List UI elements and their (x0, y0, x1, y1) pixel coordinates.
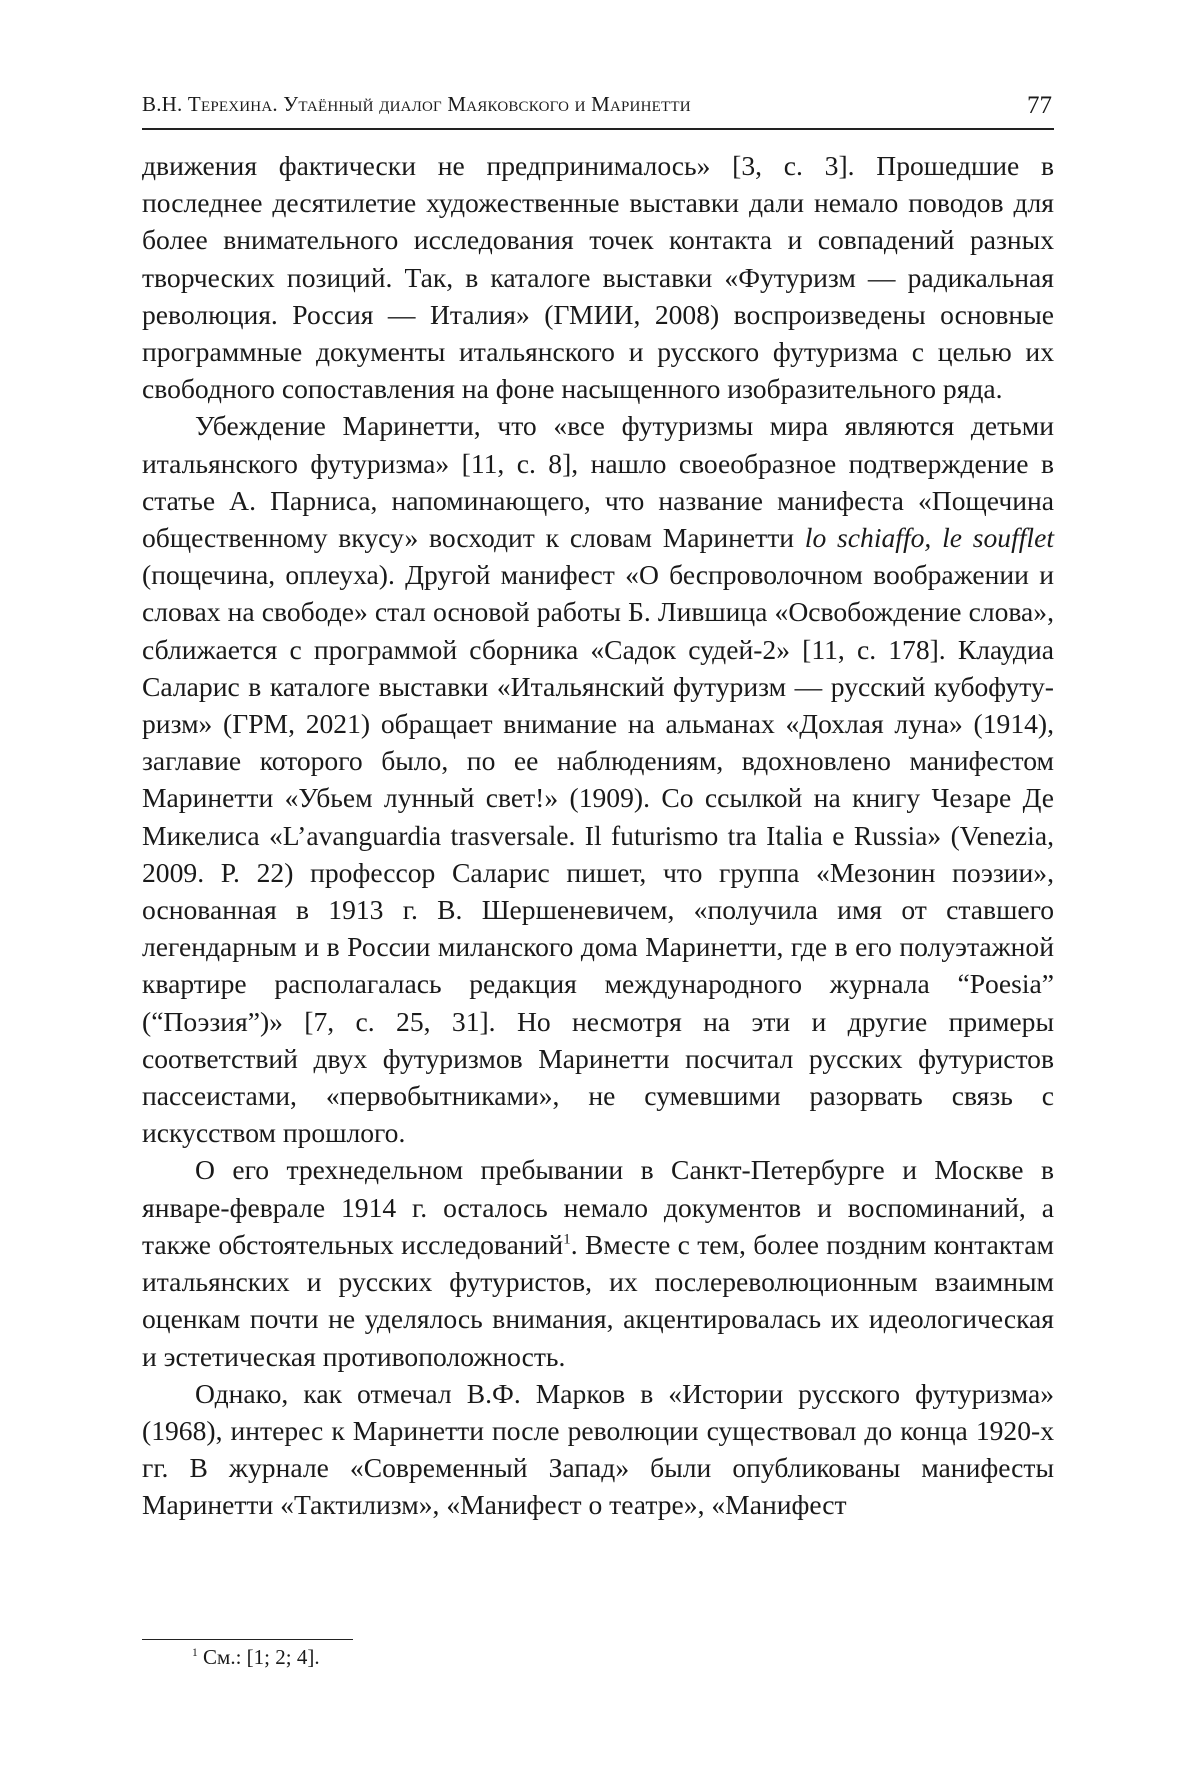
running-head: В.Н. Терехина. Утаённый диалог Маяковского и Маринетти (142, 92, 691, 116)
text-run: О его трехнедельном пребывании в Санкт-Петербурге и Москве в январе-феврале 1914 г. осталось немало документов и воспоминаний, а также обстоятельных исследований (142, 1154, 1054, 1260)
text-run: Убеждение Маринетти, что «все футуризмы мира являются детьми итальянского футуризма» [11, с. 8], нашло своеобразное подтверждение в статье А. Парниса, напоминающего, что название манифеста «Пощечина общественному вкусу» восходит к словам Маринетти (142, 410, 1054, 554)
paragraph (142, 1151, 1054, 1374)
page-number: 77 (1027, 92, 1052, 119)
text-run: движения фактически не предпринималось» [3, с. 3]. Прошедшие в последнее десятилетие художественные выставки дали немало поводов для более внимательного исследования точек контакта и совпадений разных творческих позиций. Так, в каталоге выставки «Футуризм — радикальная революция. Россия — Италия» (ГМИИ, 2008) воспроизведены основные программные документы итальянского и русского футуризма с целью их свободного сопоставления на фоне насыщенного изобразительного ряда. (142, 150, 1054, 405)
running-header (142, 86, 1054, 130)
italic-text: lo schiaffo, le soufflet (804, 522, 1055, 554)
footnote-ref: 1 (563, 1230, 571, 1248)
text-run: Однако, как отмечал В.Ф. Марков в «Истории русского футуризма» (1968), интерес к Маринетти после революции существовал до конца 1920-х гг. В журнале «Современный Запад» были опубликованы манифесты Маринетти «Тактилизм», «Манифест о театре», «Манифест (142, 1377, 1054, 1521)
paragraph (142, 1375, 1054, 1524)
footnote-rule (142, 1639, 353, 1640)
paragraph (142, 147, 1054, 407)
text-run: (пощечина, оплеуха). Другой манифест «О беспроволочном воображении и словах на свободе» стал основой работы Б. Лившица «Освобождение слова», сближается с программой сборника «Садок судей-2» [11, с. 178]. Клаудиа Саларис в каталоге выставки «Итальянский футуризм — русский кубофутуризм» (ГРМ, 2021) обращает внимание на альманах «Дохлая луна» (1914), заглавие которого было, по ее наблюдениям, вдохновлено манифестом Маринетти «Убьем лунный свет!» (1909). Со ссылкой на книгу Чезаре Де Микелиса «L’avanguardia trasversale. Il futurismo tra Italia e Russia» (Venezia, 2009. P. 22) профессор Саларис пишет, что группа «Мезонин поэзии», основанная в 1913 г. В. Шершеневичем, «получила имя от ставшего легендарным и в России миланского дома Маринетти, где в его полуэтажной квартире располагалась редакция международного журнала “Poesia” (“Поэзия”)» [7, с. 25, 31]. Но несмотря на эти и другие примеры соответствий двух футуризмов Маринетти посчитал русских футуристов пассеистами, «первобытниками», не сумевшими разорвать связь с искусством прошлого. (142, 559, 1054, 1149)
paragraph (142, 407, 1054, 1151)
footnote-marker: 1 (192, 1646, 198, 1659)
text-run: . Вместе с тем, более поздним контактам итальянских и русских футуристов, их послереволюционным взаимным оценкам почти не уделялось внимания, акцентировалась их идеологическая и эстетическая противоположность. (142, 1228, 1055, 1372)
footnote (192, 1645, 320, 1670)
body-text (142, 147, 1054, 1524)
footnote-text: См.: [1; 2; 4]. (197, 1645, 320, 1669)
